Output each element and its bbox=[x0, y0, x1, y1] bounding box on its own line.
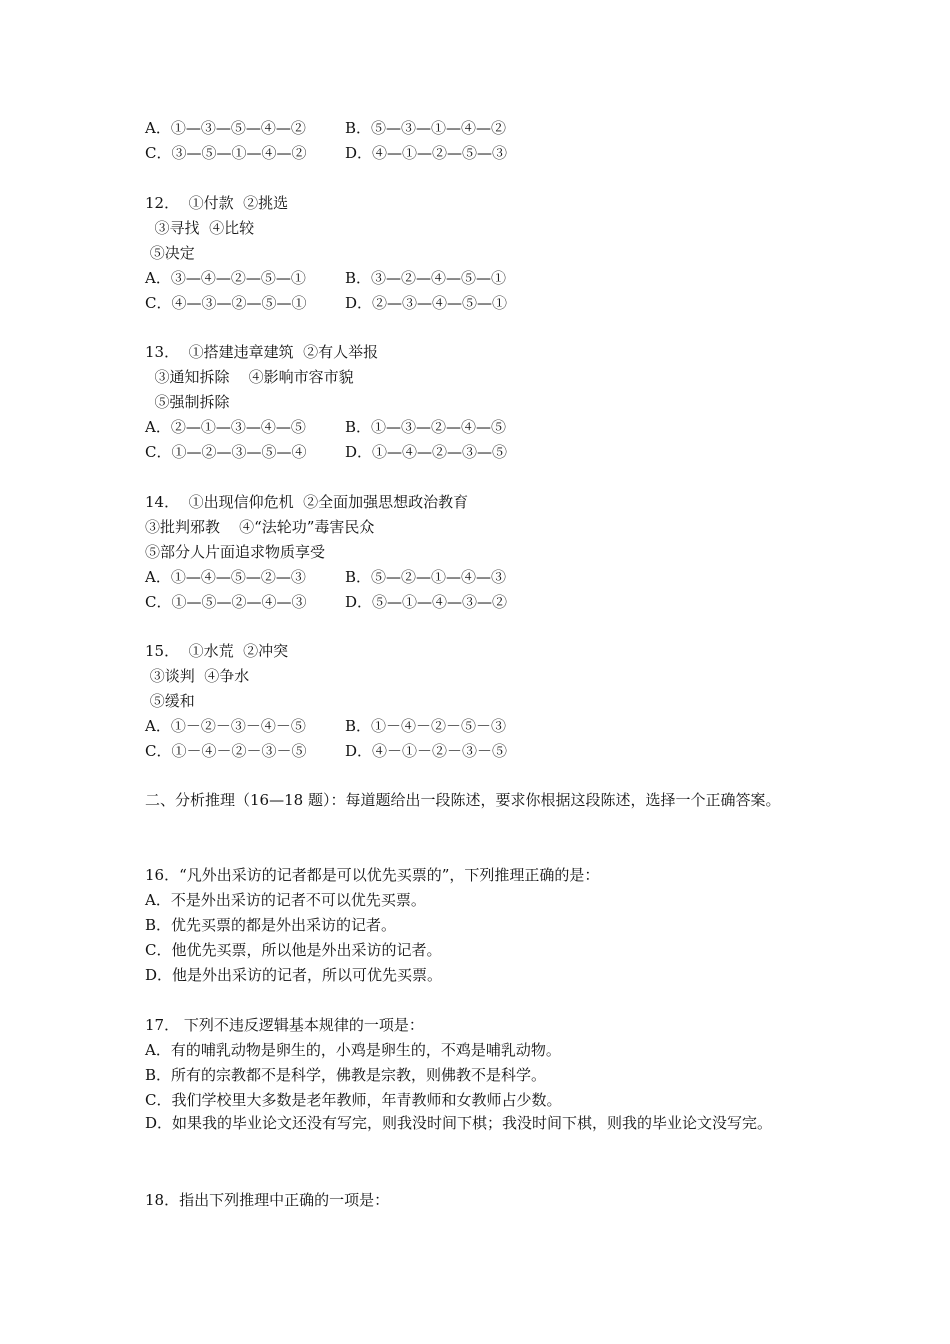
option-b: B．③—②—④—⑤—① bbox=[345, 269, 507, 287]
option-a: A．①—④—⑤—②—③ bbox=[145, 568, 306, 586]
q14-options-row2 bbox=[145, 592, 507, 612]
q12-stem-line3: ⑤决定 bbox=[145, 244, 195, 262]
option-a: A．③—④—②—⑤—① bbox=[145, 269, 306, 287]
option-a: A．①—③—⑤—④—② bbox=[145, 119, 306, 137]
q13-options-row1 bbox=[145, 417, 506, 437]
q16-option-b: B．优先买票的都是外出采访的记者。 bbox=[145, 916, 397, 934]
option-a: A．①－②－③－④－⑤ bbox=[145, 717, 306, 735]
q11-options-row1 bbox=[145, 118, 506, 138]
q18-stem: 18．指出下列推理中正确的一项是： bbox=[145, 1191, 390, 1209]
q17-option-a: A．有的哺乳动物是卵生的，小鸡是卵生的，不鸡是哺乳动物。 bbox=[145, 1041, 561, 1059]
option-d: D．④－①－②－③－⑤ bbox=[345, 742, 508, 760]
option-b: B．⑤—②—①—④—③ bbox=[345, 568, 507, 586]
q16-stem: 16．“凡外出采访的记者都是可以优先买票的”，下列推理正确的是： bbox=[145, 866, 600, 884]
q17-stem: 17． 下列不违反逻辑基本规律的一项是： bbox=[145, 1016, 424, 1034]
q12-options-row1 bbox=[145, 268, 506, 288]
option-b: B．①－④－②－⑤－③ bbox=[345, 717, 507, 735]
q12-stem-line1: 12． ①付款 ②挑选 bbox=[145, 194, 289, 212]
option-a: A．②—①—③—④—⑤ bbox=[145, 418, 306, 436]
q11-options-row2 bbox=[145, 143, 507, 163]
q17-option-b: B．所有的宗教都不是科学，佛教是宗教，则佛教不是科学。 bbox=[145, 1066, 547, 1084]
q14-options-row1 bbox=[145, 567, 506, 587]
option-c: C．①—②—③—⑤—④ bbox=[145, 443, 307, 461]
q17-option-d: D．如果我的毕业论文还没有写完，则我没时间下棋；我没时间下棋，则我的毕业论文没写完。 bbox=[145, 1114, 773, 1132]
q13-stem-line1: 13． ①搭建违章建筑 ②有人举报 bbox=[145, 343, 379, 361]
option-d: D．④—①—②—⑤—③ bbox=[345, 144, 508, 162]
q16-option-a: A．不是外出采访的记者不可以优先买票。 bbox=[145, 891, 426, 909]
section-heading: 二、分析推理（16—18 题）：每道题给出一段陈述，要求你根据这段陈述，选择一个正确答案。 bbox=[145, 791, 781, 809]
q15-options-row2 bbox=[145, 741, 507, 761]
q14-stem-line2: ③批判邪教 ④“法轮功”毒害民众 bbox=[145, 518, 375, 536]
q13-stem-line3: ⑤强制拆除 bbox=[145, 393, 230, 411]
q13-stem-line2: ③通知拆除 ④影响市容市貌 bbox=[145, 368, 354, 386]
option-c: C．①—⑤—②—④—③ bbox=[145, 593, 307, 611]
option-b: B．⑤—③—①—④—② bbox=[345, 119, 507, 137]
q12-stem-line2: ③寻找 ④比较 bbox=[145, 219, 255, 237]
q14-stem-line1: 14． ①出现信仰危机 ②全面加强思想政治教育 bbox=[145, 493, 469, 511]
q15-options-row1 bbox=[145, 716, 506, 736]
q16-option-c: C．他优先买票，所以他是外出采访的记者。 bbox=[145, 941, 442, 959]
q15-stem-line2: ③谈判 ④争水 bbox=[145, 667, 250, 685]
option-d: D．①—④—②—③—⑤ bbox=[345, 443, 508, 461]
q15-stem-line1: 15． ①水荒 ②冲突 bbox=[145, 642, 289, 660]
q16-option-d: D．他是外出采访的记者，所以可优先买票。 bbox=[145, 966, 443, 984]
q15-stem-line3: ⑤缓和 bbox=[145, 692, 195, 710]
q12-options-row2 bbox=[145, 293, 507, 313]
option-c: C．④—③—②—⑤—① bbox=[145, 294, 307, 312]
option-d: D．⑤—①—④—③—② bbox=[345, 593, 508, 611]
option-c: C．①－④－②－③－⑤ bbox=[145, 742, 307, 760]
option-b: B．①—③—②—④—⑤ bbox=[345, 418, 507, 436]
q14-stem-line3: ⑤部分人片面追求物质享受 bbox=[145, 543, 326, 561]
q17-option-c: C．我们学校里大多数是老年教师，年青教师和女教师占少数。 bbox=[145, 1091, 562, 1109]
option-d: D．②—③—④—⑤—① bbox=[345, 294, 508, 312]
q13-options-row2 bbox=[145, 442, 507, 462]
option-c: C．③—⑤—①—④—② bbox=[145, 144, 307, 162]
